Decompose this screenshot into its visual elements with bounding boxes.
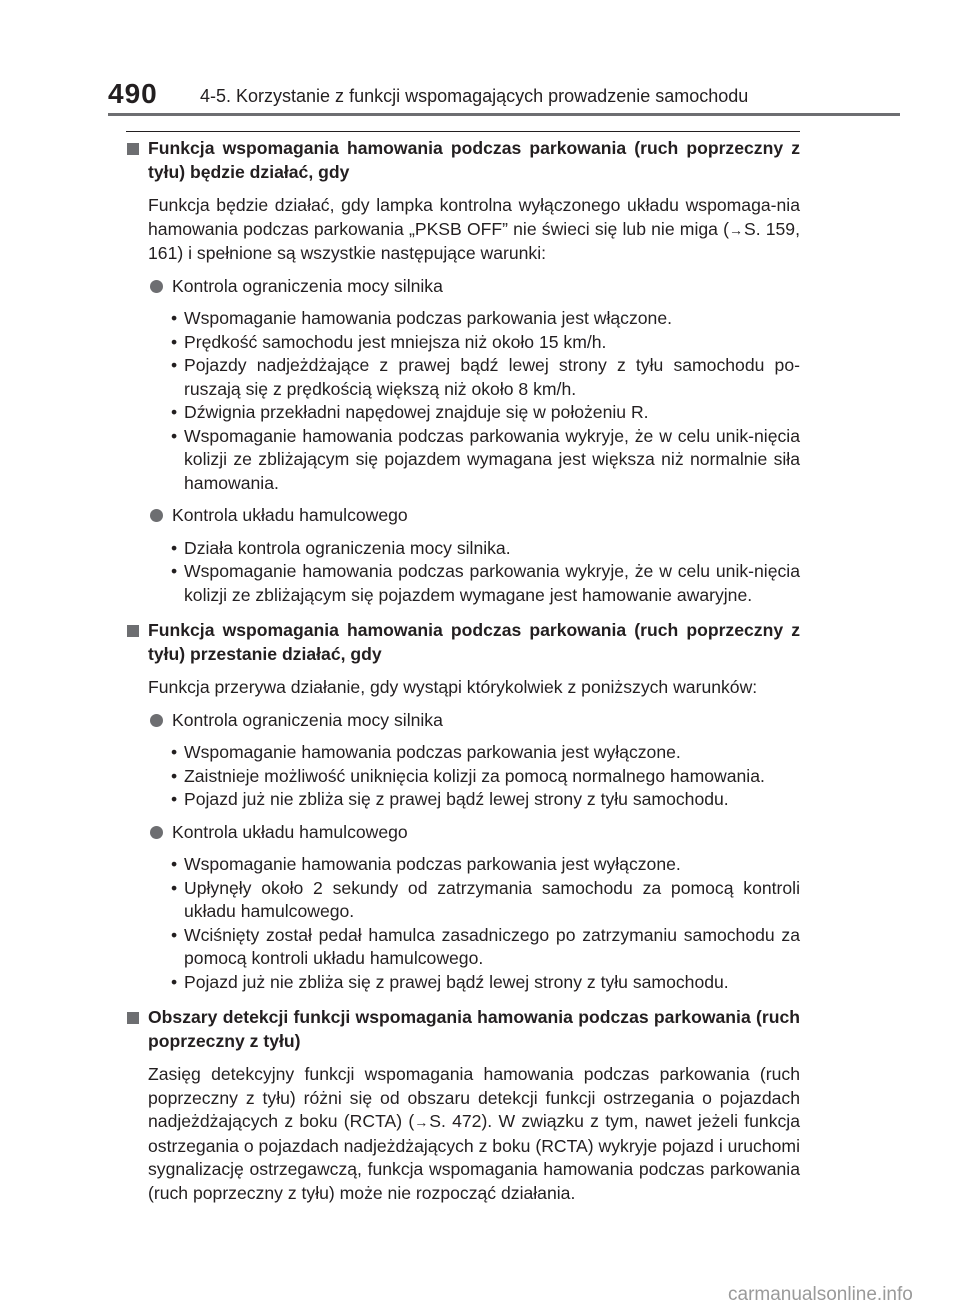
header-rule	[108, 113, 900, 116]
list-item	[126, 924, 800, 971]
subsection-heading	[126, 504, 800, 528]
bullet-dot-icon: •	[171, 924, 178, 945]
intro-reference-text: S. 472). W związku z tym, nawet jeżeli funkcja ostrzegania o pojazdach nadjeżdżających z boku (RCTA) wykryje pojazd i uruchomi sygnalizację ostrzegawczą, funkcja wspomagania hamowania podczas parkowania (ruch poprzeczny z tyłu) może nie rozpocząć działania.	[148, 1111, 800, 1203]
bullet-dot-icon: •	[171, 308, 178, 328]
section-intro	[126, 676, 800, 700]
list-item-text: Prędkość samochodu jest mniejsza niż około 15 km/h.	[184, 331, 607, 352]
reference-arrow-icon: →	[728, 221, 743, 238]
section-heading	[126, 137, 800, 184]
section-intro	[126, 1063, 800, 1205]
square-bullet-icon	[127, 1012, 139, 1024]
page-content	[126, 137, 800, 1205]
subsection-brake-control	[126, 504, 800, 607]
square-bullet-icon	[127, 143, 139, 155]
list-item-text: Wspomaganie hamowania podczas parkowania wykryje, że w celu unik-nięcia kolizji ze zbliżającym się pojazdem wymagane jest hamowanie awaryjne.	[184, 561, 800, 605]
watermark: carmanualsonline.info	[728, 1284, 913, 1305]
circle-bullet-icon	[150, 826, 163, 839]
list-item	[126, 877, 800, 924]
subsection-heading	[126, 275, 800, 299]
square-bullet-icon	[127, 625, 139, 637]
subsection-brake-control	[126, 821, 800, 995]
list-item	[126, 971, 800, 995]
reference-arrow-icon: →	[414, 1114, 429, 1130]
list-item	[126, 537, 800, 561]
list-item-text: Wspomaganie hamowania podczas parkowania jest wyłączone.	[184, 742, 681, 762]
subsection-heading	[126, 709, 800, 733]
subsection-heading	[126, 821, 800, 845]
list-item	[126, 331, 800, 355]
list-item	[126, 853, 800, 877]
bullet-dot-icon: •	[171, 537, 178, 558]
bullet-dot-icon: •	[171, 331, 178, 352]
list-item-text: Pojazd już nie zbliża się z prawej bądź lewej strony z tyłu samochodu.	[184, 789, 729, 809]
bullet-dot-icon: •	[171, 854, 178, 874]
condition-list	[126, 307, 800, 495]
section-intro	[126, 194, 800, 266]
bullet-dot-icon: •	[171, 971, 178, 992]
circle-bullet-icon	[150, 714, 163, 727]
list-item	[126, 401, 800, 425]
list-item	[126, 765, 800, 789]
list-item	[126, 560, 800, 607]
bullet-dot-icon: •	[171, 425, 178, 446]
list-item-text: Dźwignia przekładni napędowej znajduje się w położeniu R.	[184, 402, 649, 422]
subsection-title: Kontrola układu hamulcowego	[172, 505, 408, 525]
section-heading	[126, 619, 800, 666]
circle-bullet-icon	[150, 509, 163, 522]
list-item	[126, 425, 800, 496]
bullet-dot-icon: •	[171, 789, 178, 809]
bullet-dot-icon: •	[171, 765, 178, 786]
subsection-title: Kontrola układu hamulcowego	[172, 821, 408, 842]
section-heading-text: Funkcja wspomagania hamowania podczas parkowania (ruch poprzeczny z tyłu) przestanie działać, gdy	[148, 620, 800, 664]
bullet-dot-icon: •	[171, 742, 178, 762]
list-item-text: Wspomaganie hamowania podczas parkowania wykryje, że w celu unik-nięcia kolizji ze zbliżającym się pojazdem wymagana jest większa niż normalnie siła hamowania.	[184, 425, 800, 493]
subsection-engine-output-control	[126, 709, 800, 812]
subsection-engine-output-control	[126, 275, 800, 496]
condition-list	[126, 741, 800, 812]
list-item-text: Wciśnięty został pedał hamulca zasadniczego po zatrzymaniu samochodu za pomocą kontroli układu hamulcowego.	[184, 924, 800, 968]
list-item	[126, 354, 800, 401]
intro-reference-text: S. 159, 161) i spełnione są wszystkie następujące warunki:	[148, 218, 800, 263]
subsection-title: Kontrola ograniczenia mocy silnika	[172, 275, 443, 296]
list-item-text: Pojazd już nie zbliża się z prawej bądź lewej strony z tyłu samochodu.	[184, 971, 729, 992]
list-item-text: Zaistnieje możliwość uniknięcia kolizji za pomocą normalnego hamowania.	[184, 765, 765, 786]
page-number: 490	[108, 78, 158, 109]
circle-bullet-icon	[150, 280, 163, 293]
section-detection-areas	[126, 1006, 800, 1205]
list-item	[126, 788, 800, 812]
list-item-text: Wspomaganie hamowania podczas parkowania jest wyłączone.	[184, 854, 681, 874]
intro-text: Zasięg detekcyjny funkcji wspomagania hamowania podczas parkowania (ruch poprzeczny z tyłu) różni się od obszaru detekcji funkcji ostrzegania o pojazdach nadjeżdżających z boku (RCTA) (	[148, 1064, 800, 1131]
list-item-text: Upłynęły około 2 sekundy od zatrzymania samochodu za pomocą kontroli układu hamulcowego.	[184, 877, 800, 921]
section-pksb-active	[126, 137, 800, 607]
section-pksb-stop	[126, 619, 800, 994]
bullet-dot-icon: •	[171, 877, 178, 898]
bullet-dot-icon: •	[171, 402, 178, 422]
condition-list	[126, 853, 800, 994]
subsection-title: Kontrola ograniczenia mocy silnika	[172, 709, 443, 730]
list-item-text: Wspomaganie hamowania podczas parkowania jest włączone.	[184, 308, 673, 328]
chapter-title: 4-5. Korzystanie z funkcji wspomagających prowadzenie samochodu	[200, 86, 749, 106]
section-heading-text: Funkcja wspomagania hamowania podczas parkowania (ruch poprzeczny z tyłu) będzie działać, gdy	[148, 138, 800, 182]
page-header	[0, 0, 960, 118]
condition-list	[126, 537, 800, 608]
bullet-dot-icon: •	[171, 355, 178, 375]
list-item-text: Działa kontrola ograniczenia mocy silnika.	[184, 537, 511, 558]
section-heading-text: Obszary detekcji funkcji wspomagania hamowania podczas parkowania (ruch poprzeczny z tyłu)	[148, 1007, 800, 1051]
section-heading	[126, 1006, 800, 1053]
list-item-text: Pojazdy nadjeżdżające z prawej bądź lewej strony z tyłu samochodu po-ruszają się z prędkością większą niż około 8 km/h.	[184, 355, 800, 399]
intro-text: Funkcja przerywa działanie, gdy wystąpi którykolwiek z poniższych warunków:	[148, 677, 758, 697]
bullet-dot-icon: •	[171, 561, 178, 581]
list-item	[126, 307, 800, 331]
section-divider	[126, 131, 800, 132]
list-item	[126, 741, 800, 765]
intro-text: Funkcja będzie działać, gdy lampka kontrolna wyłączonego układu wspomaga-nia hamowania podczas parkowania „PKSB OFF” nie świeci się lub nie miga (	[148, 195, 800, 239]
